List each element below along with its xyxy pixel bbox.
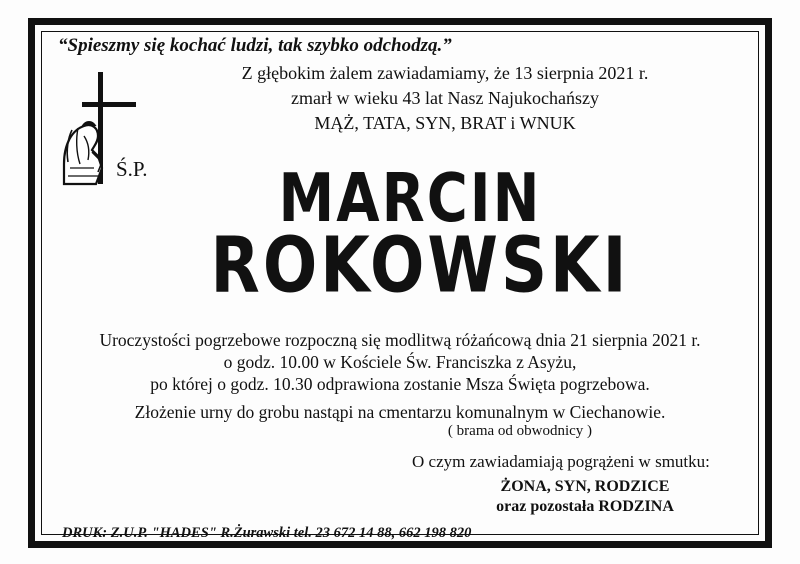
sp-label: Ś.P. [116, 157, 148, 181]
ceremony-gate-note: ( brama od obwodnicy ) [447, 423, 593, 439]
family-line-2: oraz pozostała RODZINA [496, 498, 674, 515]
family-line-1: ŻONA, SYN, RODZICE [500, 478, 670, 495]
deceased-last-name: ROKOWSKI [210, 222, 630, 311]
ceremony-line-4: Złożenie urny do grobu nastąpi na cmentarzu komunalnym w Ciechanowie. [134, 402, 666, 422]
motto-quote: “Spieszmy się kochać ludzi, tak szybko odchodzą.” [58, 35, 452, 56]
mourners-intro: O czym zawiadamiają pogrążeni w smutku: [412, 452, 710, 471]
announcement-line-3: MĄŻ, TATA, SYN, BRAT i WNUK [314, 113, 576, 133]
deceased-first-name: MARCIN [278, 160, 542, 238]
announcement-line-2: zmarł w wieku 43 lat Nasz Najukochańszy [291, 88, 599, 108]
ceremony-line-1: Uroczystości pogrzebowe rozpoczną się modlitwą różańcową dnia 21 sierpnia 2021 r. [99, 330, 701, 350]
announcement-line-1: Z głębokim żalem zawiadamiamy, że 13 sierpnia 2021 r. [241, 63, 649, 83]
ceremony-line-3: po której o godz. 10.30 odprawiona zostanie Msza Święta pogrzebowa. [150, 374, 650, 394]
ceremony-line-2: o godz. 10.00 w Kościele Św. Franciszka z Asyżu, [223, 352, 577, 372]
printer-credit: DRUK: Z.U.P. "HADES" R.Żurawski tel. 23 672 14 88, 662 198 820 [62, 525, 472, 541]
